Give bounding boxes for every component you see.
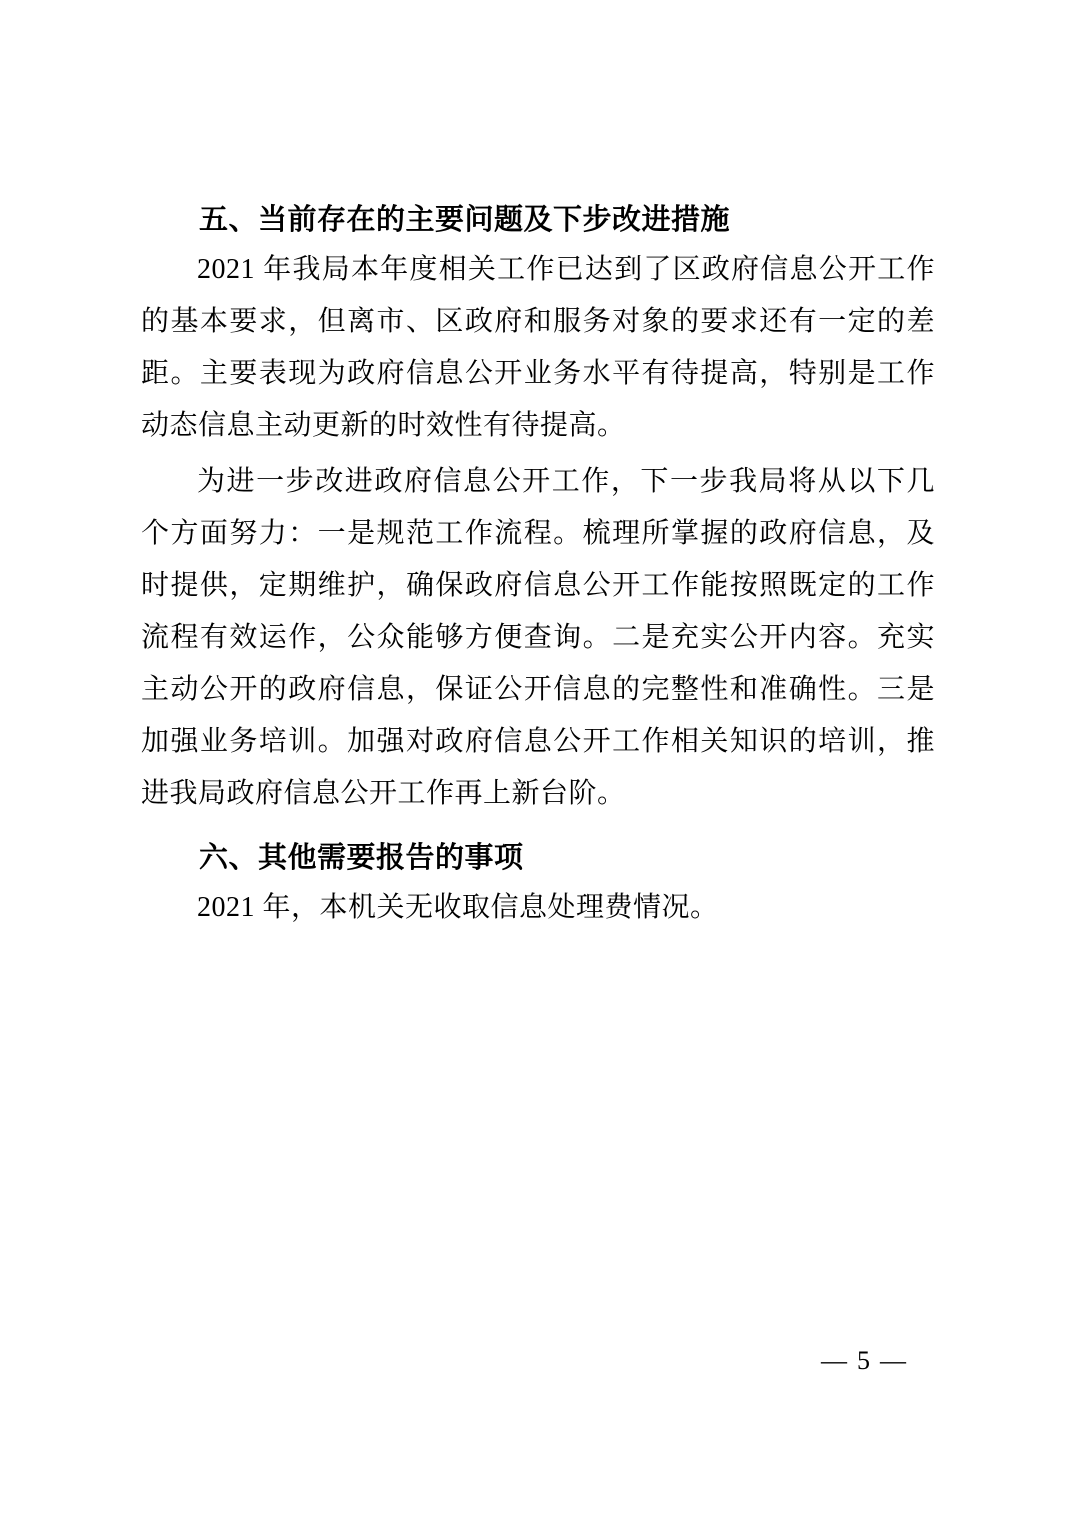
- section-heading-6: 六、其他需要报告的事项: [199, 842, 524, 874]
- page-number-footer: [821, 1346, 906, 1376]
- section-heading-5: 五、当前存在的主要问题及下步改进措施: [199, 204, 731, 236]
- page-number-right-dash: —: [880, 1346, 906, 1375]
- page-number: 5: [857, 1346, 870, 1375]
- section-5-paragraph-2: 为进一步改进政府信息公开工作，下一步我局将从以下几个方面努力：一是规范工作流程。梳理所掌握的政府信息，及时提供，定期维护，确保政府信息公开工作能按照既定的工作流程有效运作，公众能够方便查询。二是充实公开内容。充实主动公开的政府信息，保证公开信息的完整性和准确性。三是加强业务培训。加强对政府信息公开工作相关知识的培训，推进我局政府信息公开工作再上新台阶。: [141, 466, 935, 809]
- page-number-left-dash: —: [821, 1346, 847, 1375]
- section-5-paragraph-1: 2021 年我局本年度相关工作已达到了区政府信息公开工作的基本要求，但离市、区政府和服务对象的要求还有一定的差距。主要表现为政府信息公开业务水平有待提高，特别是工作动态信息主动更新的时效性有待提高。: [141, 254, 935, 441]
- section-6-paragraph-1: 2021 年，本机关无收取信息处理费情况。: [197, 892, 719, 923]
- document-content: [141, 200, 935, 934]
